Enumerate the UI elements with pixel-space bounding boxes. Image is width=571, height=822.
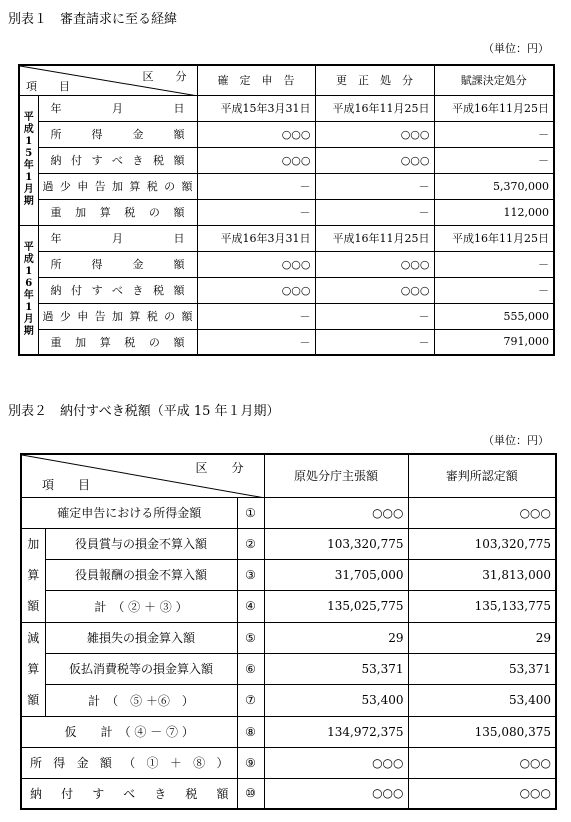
cell-value: 平成16年3月31日: [197, 225, 315, 251]
row-label: 確定申告における所得金額: [21, 497, 237, 528]
table2-corner-cell: [21, 454, 264, 497]
cell-value: ○○○: [315, 251, 434, 277]
cell-value: 平成16年11月25日: [434, 225, 554, 251]
table-row: [19, 147, 554, 173]
cell-value: 791,000: [434, 329, 554, 355]
row-number: ⑧: [237, 716, 264, 747]
row-number: ①: [237, 497, 264, 528]
row-number: ⑨: [237, 747, 264, 778]
cell-value: ○○○: [315, 277, 434, 303]
table-row: [19, 95, 554, 121]
cell-value: 135,025,775: [264, 591, 408, 622]
cell-value: ○○○: [264, 778, 408, 809]
row-label: 仮 計 （ ④ － ⑦ ）: [21, 716, 237, 747]
row-label: 過少申告加算税の額: [38, 303, 197, 329]
table-row: [21, 778, 556, 809]
row-number: ⑥: [237, 653, 264, 684]
table-row: [21, 685, 556, 716]
row-number: ⑦: [237, 685, 264, 716]
row-label: 重加算税の額: [38, 199, 197, 225]
cell-value: ○○○: [197, 277, 315, 303]
cell-value: 5,370,000: [434, 173, 554, 199]
table1-header-row: [19, 65, 554, 95]
row-label: 役員賞与の損金不算入額: [45, 528, 237, 559]
cell-value: 平成16年11月25日: [434, 95, 554, 121]
table-row: [21, 559, 556, 590]
cell-value: －: [434, 251, 554, 277]
sub-group-label: 減 算 額: [21, 622, 45, 716]
cell-value: 53,371: [408, 653, 556, 684]
cell-value: 112,000: [434, 199, 554, 225]
cell-value: ○○○: [264, 497, 408, 528]
table-row: [21, 591, 556, 622]
cell-value: －: [315, 199, 434, 225]
cell-value: 53,400: [264, 685, 408, 716]
row-label: 納付すべき税額: [38, 277, 197, 303]
row-label: 所得金額（①＋⑧）: [21, 747, 237, 778]
cell-value: 31,813,000: [408, 559, 556, 590]
cell-value: 平成15年3月31日: [197, 95, 315, 121]
row-number: ④: [237, 591, 264, 622]
kubun-label: 区 分: [142, 70, 187, 83]
row-number: ⑤: [237, 622, 264, 653]
table-row: [21, 528, 556, 559]
cell-value: －: [434, 121, 554, 147]
table-row: [19, 251, 554, 277]
row-label: 重加算税の額: [38, 329, 197, 355]
koumoku-label: 項 目: [26, 79, 70, 93]
table-row: [21, 497, 556, 528]
table1-corner-cell: [19, 65, 197, 95]
kubun-label: 区 分: [195, 461, 244, 475]
row-label: 仮払消費税等の損金算入額: [45, 653, 237, 684]
row-label: 計 （ ② ＋ ③ ）: [45, 591, 237, 622]
cell-value: 29: [264, 622, 408, 653]
cell-value: 555,000: [434, 303, 554, 329]
row-label: 役員報酬の損金不算入額: [45, 559, 237, 590]
table2-title: 別表２ 納付すべき税額（平成 15 年１月期）: [8, 404, 280, 419]
table-row: [21, 653, 556, 684]
table-row: [21, 747, 556, 778]
row-number: ⑩: [237, 778, 264, 809]
cell-value: －: [197, 173, 315, 199]
row-number: ③: [237, 559, 264, 590]
cell-value: 103,320,775: [264, 528, 408, 559]
table-row: [19, 173, 554, 199]
col-header-shinpansho: 審判所認定額: [408, 454, 556, 497]
row-label: 年月日: [38, 95, 197, 121]
cell-value: 31,705,000: [264, 559, 408, 590]
cell-value: ○○○: [197, 121, 315, 147]
cell-value: 29: [408, 622, 556, 653]
table-row: [19, 329, 554, 355]
add-group-label: 加 算 額: [21, 528, 45, 622]
cell-value: －: [434, 277, 554, 303]
table-row: [19, 225, 554, 251]
col-header-fuka: 賦課決定処分: [434, 65, 554, 95]
col-header-kakutei: 確 定 申 告: [197, 65, 315, 95]
row-label: 所得金額: [38, 121, 197, 147]
row-label: 計 （ ⑤ ＋⑥ ）: [45, 685, 237, 716]
cell-value: －: [315, 173, 434, 199]
row-label: 所得金額: [38, 251, 197, 277]
cell-value: ○○○: [408, 747, 556, 778]
cell-value: ○○○: [408, 778, 556, 809]
cell-value: 53,400: [408, 685, 556, 716]
table2-header-row: [21, 454, 556, 497]
cell-value: －: [315, 329, 434, 355]
table1-title: 別表１ 審査請求に至る経緯: [8, 12, 178, 27]
cell-value: 134,972,375: [264, 716, 408, 747]
table1-unit: （単位：円）: [483, 42, 549, 55]
table1: [18, 64, 555, 356]
cell-value: 135,080,375: [408, 716, 556, 747]
row-label: 納付すべき税額: [21, 778, 237, 809]
table-row: [19, 303, 554, 329]
row-number: ②: [237, 528, 264, 559]
table2: [20, 453, 557, 810]
row-label: 雑損失の損金算入額: [45, 622, 237, 653]
cell-value: －: [197, 329, 315, 355]
row-label: 納付すべき税額: [38, 147, 197, 173]
row-label: 過少申告加算税の額: [38, 173, 197, 199]
cell-value: 平成16年11月25日: [315, 95, 434, 121]
table2-unit: （単位：円）: [483, 434, 549, 447]
row-label: 年月日: [38, 225, 197, 251]
table-row: [19, 121, 554, 147]
cell-value: ○○○: [408, 497, 556, 528]
cell-value: －: [434, 147, 554, 173]
col-header-kousei: 更 正 処 分: [315, 65, 434, 95]
col-header-genshobun: 原処分庁主張額: [264, 454, 408, 497]
cell-value: ○○○: [315, 121, 434, 147]
table-row: [21, 622, 556, 653]
table-row: [21, 716, 556, 747]
cell-value: 53,371: [264, 653, 408, 684]
cell-value: ○○○: [197, 251, 315, 277]
cell-value: ○○○: [264, 747, 408, 778]
cell-value: －: [315, 303, 434, 329]
period-label: 平 成 1 5 年 1 月 期: [19, 95, 38, 225]
cell-value: ○○○: [315, 147, 434, 173]
cell-value: 135,133,775: [408, 591, 556, 622]
cell-value: ○○○: [197, 147, 315, 173]
koumoku-label: 項 目: [42, 477, 91, 492]
table-row: [19, 199, 554, 225]
cell-value: 平成16年11月25日: [315, 225, 434, 251]
period-label: 平 成 1 6 年 1 月 期: [19, 225, 38, 355]
cell-value: －: [197, 303, 315, 329]
cell-value: －: [197, 199, 315, 225]
table-row: [19, 277, 554, 303]
cell-value: 103,320,775: [408, 528, 556, 559]
